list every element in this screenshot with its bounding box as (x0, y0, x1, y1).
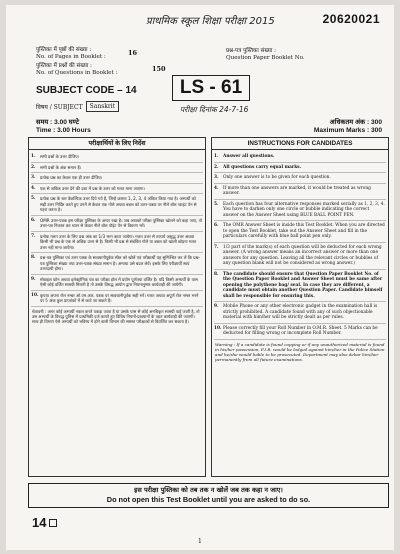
questions-count-block (36, 63, 166, 77)
bottom-code-text: 14 (32, 515, 47, 530)
instruction-number: 8. (31, 255, 36, 260)
instruction-item (214, 152, 386, 163)
instruction-item (31, 163, 203, 174)
instruction-item (31, 152, 203, 163)
marks-en: Maximum Marks : 300 (313, 127, 382, 134)
instruction-text: The OMR Answer Sheet is inside this Test Booklet. When you are directed to open the Test Booklet, take out the Answer Sheet and fill in the particulars carefully with blue ball point pen only. (223, 223, 385, 239)
instruction-item (31, 184, 203, 195)
instruction-number: 3. (214, 175, 219, 180)
instruction-number: 9. (31, 276, 36, 282)
instruction-number: 5. (31, 196, 36, 201)
notice-hindi: इस परीक्षा पुस्तिका को तब तक न खोलें जब तक कहा न जाए। (134, 486, 283, 494)
instructions-hindi-panel (28, 137, 206, 477)
paper-code-box: LS - 61 (172, 75, 250, 101)
instruction-item (214, 184, 386, 200)
instruction-text: प्रत्येक गलत उत्तर के लिए प्रश्न अंक का 1/3 भाग काटा जायेगा। गलत उत्तर से तात्पर्य अशुद्ध उत्तर अथवा किसी भी प्रश्न के एक से अधिक उत्तर से है। किसी भी प्रश्न से संबंधित गोले या बबल को खाली छोड़ना गलत उत्तर नहीं माना जायेगा। (40, 233, 197, 250)
instruction-item (214, 163, 386, 174)
instruction-item (31, 216, 203, 232)
instruction-item (31, 253, 203, 275)
warning-english: Warning : If a candidate is found copying or if any unauthorized material is found in his/her possession, F.I.R. would be lodged against him/her in the Police Station and he/she would liable to be prosecuted. Department may also debar him/her permanently from all future examinations. (215, 341, 385, 363)
instruction-number: 4. (31, 185, 36, 191)
questions-label-hi: पुस्तिका में प्रश्नों की संख्या : (36, 63, 92, 69)
handwritten-date-note: परीक्षा दिनांक 24-7-16 (180, 105, 249, 114)
instruction-item (214, 200, 386, 222)
instruction-text: Only one answer is to be given for each question. (223, 175, 331, 180)
instruction-text: Answer all questions. (223, 154, 275, 159)
serial-number: 20620021 (322, 12, 380, 26)
instruction-number: 2. (31, 164, 36, 170)
instruction-number: 5. (214, 201, 219, 207)
subject-value: Sanskrit (86, 101, 119, 112)
do-not-open-notice (28, 483, 389, 508)
time-en: Time : 3.00 Hours (36, 127, 91, 134)
instructions-english-list (212, 150, 388, 340)
instruction-number: 3. (31, 175, 36, 180)
instruction-text: Each question has four alternative responses marked serially as 1, 2, 3, 4. You have to darken only one circle or bubble indicating the correct answer on the Answer Sheet using BLUE BALL POINT PEN. (223, 201, 385, 218)
square-mark-icon (49, 519, 57, 527)
instruction-number: 7. (31, 233, 36, 239)
instruction-text: All questions carry equal marks. (223, 164, 302, 170)
pages-label-hi: पुस्तिका में पृष्ठों की संख्या : (36, 47, 92, 53)
instruction-text: सभी प्रश्नों के उत्तर दीजिए। (40, 154, 80, 159)
subject-label: विषय / SUBJECT (36, 103, 83, 111)
instruction-number: 4. (214, 185, 219, 191)
marks-block (314, 119, 382, 135)
instruction-text: प्रत्येक प्रश्न के चार वैकल्पिक उत्तर दिये गये हैं, जिन्हें क्रमशः 1, 2, 3, 4 अंकित किया गया है। अभ्यर्थी को सही उत्तर निर्दिष्ट करते हुए उनमें से केवल एक गोले अथवा बबल को उत्तर-पत्रक पर नीले बॉल प्वाइंट पेन से गहरा करना है। (40, 196, 197, 212)
handwritten-exam-note: प्राथमिक स्कूल शिक्षा परीक्षा 2015 (146, 16, 275, 27)
instruction-number: 1. (31, 154, 36, 159)
instruction-item (214, 302, 386, 324)
instruction-item (31, 232, 203, 254)
instructions-hindi-heading: परीक्षार्थियों के लिए निर्देश (29, 138, 205, 150)
instruction-text: कृपया अपना रोल नम्बर ओ.एम.आर. पत्रक पर सावधानीपूर्वक सही भरें। गलत अथवा अपूर्ण रोल नम्बर भरने पर 5 अंक कुल प्राप्तांकों में से काटे जा सकते हैं। (40, 292, 199, 303)
page-number: 1 (198, 538, 202, 545)
instruction-item (214, 243, 386, 270)
instruction-text: Mobile Phone or any other electronic gadget in the examination hall is strictly prohibited. A candidate found with any of such objectionable material with him/her will be strictly dealt as per rules. (223, 304, 378, 320)
question-booklet-cover (6, 5, 394, 550)
warning-hindi: चेतावनी : अगर कोई अभ्यर्थी नकल करते पकड़ा जाता है या उसके पास से कोई अनधिकृत सामग्री पाई जाती है, तो उस अभ्यर्थी के विरुद्ध पुलिस में प्राथमिकी दर्ज कराते हुए विविध नियमों-प्रावधानों के तहत कार्यवाही की जाएगी। साथ ही विभाग ऐसे अभ्यर्थी को भविष्य में होने वाली विभाग की समस्त परीक्षाओं से विवर्जित कर सकता है। (32, 308, 200, 324)
instruction-number: 1. (214, 154, 219, 159)
time-hi: समय : 3.00 घण्टे (36, 119, 80, 126)
questions-value: 150 (152, 65, 166, 73)
instruction-number: 10. (31, 292, 39, 298)
instruction-item (31, 275, 203, 291)
instruction-number: 10. (214, 325, 222, 331)
instruction-item (214, 270, 386, 303)
instructions-hindi-list (29, 150, 205, 307)
instruction-number: 2. (214, 164, 219, 170)
instruction-text: 1/3 part of the mark(s) of each question will be deducted for each wrong answer. (A wrong answer means an incorrect answer or more than one answers for any question. Leaving all the relevant circles or bubbles of any question blank will not be considered as wrong answer.) (223, 244, 382, 266)
subject-code: SUBJECT CODE – 14 (36, 85, 137, 96)
notice-english: Do not open this Test Booklet until you are asked to do so. (106, 495, 311, 504)
instruction-item (214, 221, 386, 243)
booklet-number-block (226, 48, 346, 62)
pages-count-block (36, 47, 146, 61)
questions-label-en: No. of Questions in Booklet : (36, 69, 118, 76)
pages-label-en: No. of Pages in Booklet : (36, 53, 106, 60)
instruction-text: Please correctly fill your Roll Number in O.M.R. Sheet. 5 Marks can be deducted for filling wrong or incomplete Roll Number. (223, 325, 378, 336)
instruction-text: OMR उत्तर-पत्रक इस परीक्षा पुस्तिका के अन्दर रखा है। जब आपको परीक्षा पुस्तिका खोलने को कहा जाए, तो उत्तर-पत्र निकाल कर ध्यान से केवल नीले बॉल पॉइंट पेन से विवरण भरें। (40, 217, 202, 228)
instruction-item (31, 173, 203, 184)
booklet-no-label-hi: प्रश्न-पत्र पुस्तिका संख्या : (226, 48, 276, 54)
marks-hi: अधिकतम अंक : 300 (329, 119, 382, 126)
instructions-english-heading: INSTRUCTIONS FOR CANDIDATES (212, 138, 388, 150)
instruction-item (31, 194, 203, 216)
bottom-subject-code (32, 515, 57, 530)
instruction-text: एक से अधिक उत्तर देने की दशा में प्रश्न के उत्तर को गलत माना जाएगा। (40, 185, 145, 191)
instruction-item (214, 324, 386, 340)
pages-value: 16 (128, 49, 138, 57)
instruction-text: If more than one answers are marked, it would be treated as wrong answer. (223, 185, 371, 196)
instruction-text: मोबाइल फोन अथवा इलेक्ट्रॉनिक यंत्र का परीक्षा हॉल में प्रयोग पूर्णतया वर्जित है। यदि किसी अभ्यर्थी के पास ऐसी कोई वर्जित सामग्री मिलती है तो उसके विरुद्ध आयोग द्वारा नियमानुसार कार्यवाही की जायेगी। (40, 276, 198, 287)
time-block (36, 119, 91, 135)
instruction-text: प्रश्न-पत्र पुस्तिका एवं उत्तर पत्रक के सावधानीपूर्वक सील को खोलें एवं परीक्षार्थी यह सुनिश्चित कर लें कि प्रश्न-पत्र पुस्तिका संख्या तथा उत्तर-पत्रक संख्या समान है। अन्यथा उसे बदल लेवें। इसके लिए परीक्षार्थी स्वयं उत्तरदायी होगा। (40, 255, 200, 271)
subject-row (36, 101, 119, 112)
booklet-no-label-en: Question Paper Booklet No. (226, 54, 305, 61)
instruction-number: 6. (31, 217, 36, 223)
instruction-number: 8. (214, 271, 219, 277)
instruction-item (214, 173, 386, 184)
instruction-text: सभी प्रश्नों के अंक समान हैं। (40, 164, 82, 170)
instruction-item (31, 291, 203, 307)
instruction-text: The candidate should ensure that Question Paper Booklet No. of the Question Paper Booklet and Answer Sheet must be same after opening the polythene bag/ seal. In case they are different, a candidate must obtain another Question Paper. Candidate himself shall be responsible for ensuring this. (223, 271, 383, 299)
instruction-text: प्रत्येक प्रश्न का केवल एक ही उत्तर दीजिए। (40, 175, 103, 180)
instruction-number: 9. (214, 304, 219, 309)
instructions-english-panel (211, 137, 389, 477)
instruction-number: 6. (214, 223, 219, 228)
instruction-number: 7. (214, 244, 219, 250)
